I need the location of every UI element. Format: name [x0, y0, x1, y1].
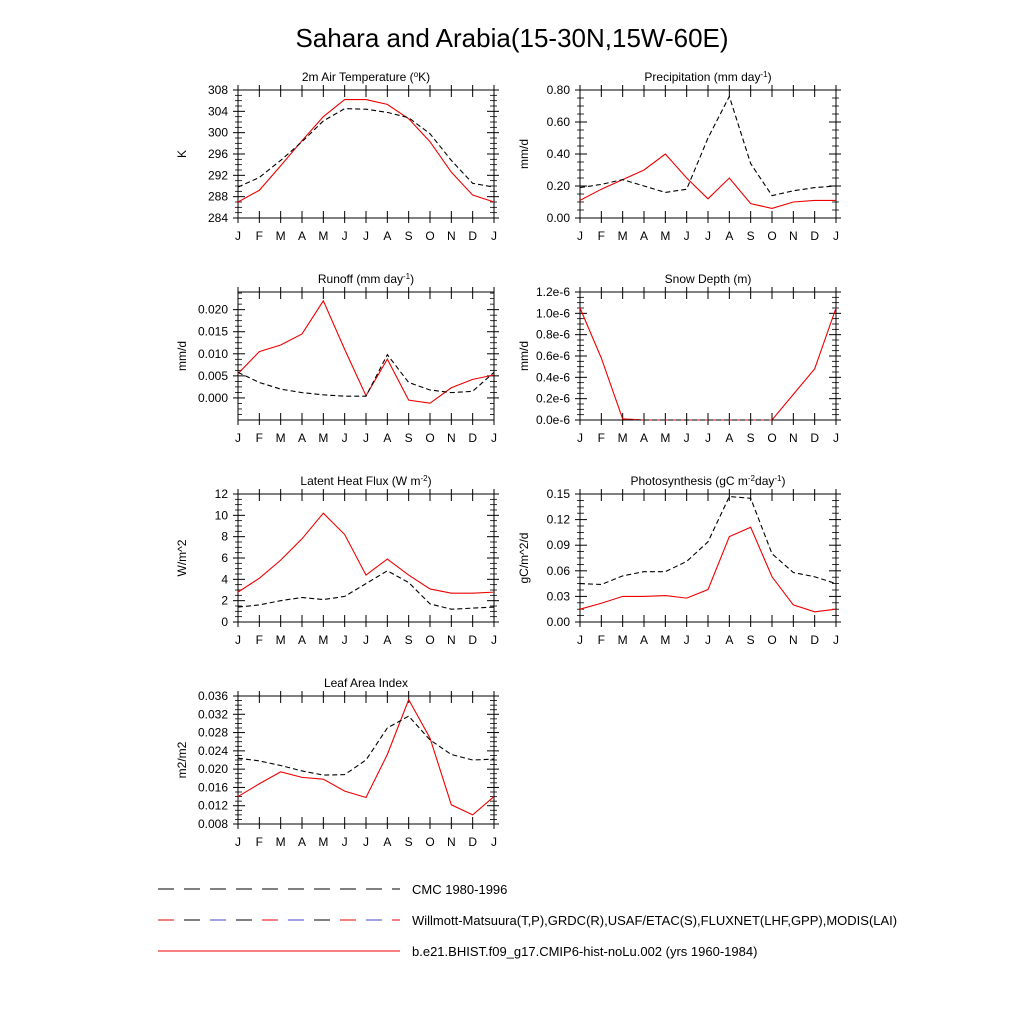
x-tick-label: A — [639, 633, 649, 647]
x-tick-label: M — [275, 229, 286, 243]
y-tick-label: 0.016 — [197, 780, 228, 795]
y-tick-label: 0.012 — [197, 798, 228, 813]
panel-title-superscript: -1 — [403, 271, 411, 281]
y-tick-label: 0.60 — [546, 115, 570, 129]
legend-item-1 — [158, 882, 507, 897]
x-tick-label: J — [235, 835, 241, 849]
y-tick-label: 296 — [207, 147, 228, 161]
panel-title-text: Snow Depth (m) — [664, 272, 752, 286]
series-line-model — [238, 100, 494, 202]
x-tick-label: J — [705, 229, 711, 243]
x-tick-label: D — [468, 431, 478, 445]
y-tick-label: 0.024 — [197, 743, 228, 758]
y-tick-label: 292 — [207, 168, 228, 183]
x-tick-label: F — [597, 431, 606, 445]
legend-label: b.e21.BHIST.f09_g17.CMIP6-hist-noLu.002 (yrs 1960-1984) — [412, 944, 758, 959]
x-tick-label: D — [468, 633, 478, 647]
series-line-obs — [238, 109, 494, 187]
x-tick-label: A — [725, 431, 734, 445]
panel-title-superscript: o — [413, 69, 419, 79]
panel-title-superscript: -1 — [760, 69, 768, 79]
series-line-obs — [580, 96, 836, 195]
y-tick-label: 0.008 — [197, 817, 228, 831]
y-tick-label: 0.40 — [546, 147, 570, 161]
x-tick-label: N — [446, 835, 456, 849]
x-tick-label: A — [383, 229, 392, 243]
y-tick-label: 4 — [221, 572, 228, 587]
legend-item-2 — [158, 913, 897, 928]
series-line-obs — [580, 497, 836, 585]
y-tick-label: 12 — [214, 487, 228, 501]
x-tick-label: M — [318, 633, 329, 647]
x-tick-label: N — [446, 633, 456, 647]
x-tick-label: J — [341, 633, 348, 647]
panel-title-superscript: -2 — [747, 473, 756, 483]
panel-2 — [517, 70, 841, 244]
series-line-obs — [238, 571, 494, 609]
y-axis-label: W/m^2 — [175, 539, 189, 577]
panel-title-text-after-2: ) — [781, 474, 786, 488]
x-tick-label: M — [660, 229, 671, 243]
x-tick-label: J — [577, 431, 583, 445]
y-tick-label: 300 — [207, 125, 228, 140]
x-tick-label: J — [491, 431, 497, 445]
x-tick-label: A — [383, 431, 392, 445]
x-tick-label: M — [318, 431, 329, 445]
panel-title — [300, 474, 431, 489]
panel-title-superscript: -2 — [420, 473, 428, 483]
panel-title-text-after: ) — [767, 70, 772, 84]
panel-title-text-after: ) — [410, 272, 415, 286]
x-tick-label: A — [383, 633, 392, 647]
y-tick-label: 0.00 — [546, 615, 570, 629]
y-tick-label: 0.036 — [197, 689, 228, 703]
x-tick-label: M — [660, 633, 671, 647]
panels — [175, 70, 841, 850]
series-line-obs — [238, 716, 494, 775]
x-tick-label: J — [363, 229, 369, 243]
x-tick-label: D — [810, 431, 820, 445]
legend-label: CMC 1980-1996 — [412, 882, 508, 897]
panel-title-text: 2m Air Temperature ( — [301, 70, 414, 84]
panel-title — [318, 272, 414, 287]
x-tick-label: J — [833, 229, 839, 243]
y-tick-label: 6 — [221, 551, 228, 565]
x-tick-label: J — [705, 431, 711, 445]
panel-1 — [175, 70, 499, 244]
y-tick-label: 308 — [207, 83, 228, 97]
x-tick-label: N — [788, 431, 798, 445]
x-tick-label: J — [705, 633, 711, 647]
x-tick-label: J — [363, 431, 369, 445]
x-tick-label: O — [767, 229, 777, 243]
x-tick-label: A — [725, 633, 734, 647]
y-axis-label: mm/d — [517, 341, 531, 371]
panel-4 — [517, 272, 841, 445]
panel-title-superscript-2: -1 — [774, 473, 782, 483]
x-tick-label: O — [767, 633, 777, 647]
series-line-model — [580, 308, 836, 420]
y-tick-label: 0.028 — [197, 725, 228, 740]
y-tick-label: 0.0e-6 — [535, 413, 570, 427]
y-tick-label: 0.15 — [546, 487, 570, 501]
plot-frame — [238, 494, 494, 622]
y-axis-label: mm/d — [175, 341, 189, 371]
panel-title-text-after: K) — [418, 70, 431, 84]
x-tick-label: O — [425, 229, 435, 243]
y-tick-label: 0.2e-6 — [535, 391, 570, 406]
panel-title-text-after: day — [755, 474, 775, 488]
panel-title — [644, 70, 771, 85]
legend-label: Willmott-Matsuura(T,P),GRDC(R),USAF/ETAC(S),FLUXNET(LHF,GPP),MODIS(LAI) — [412, 913, 898, 928]
x-tick-label: J — [341, 431, 348, 445]
x-tick-label: J — [683, 431, 690, 445]
x-tick-label: J — [341, 835, 348, 849]
x-tick-label: N — [788, 229, 798, 243]
plot-frame — [580, 292, 836, 420]
x-tick-label: S — [746, 229, 755, 243]
x-tick-label: S — [404, 835, 413, 849]
y-tick-label: 0.6e-6 — [535, 349, 570, 363]
x-tick-label: J — [235, 229, 241, 243]
x-tick-label: J — [833, 431, 839, 445]
panel-title — [631, 474, 786, 489]
x-tick-label: J — [683, 633, 690, 647]
y-tick-label: 2 — [221, 593, 228, 608]
y-tick-label: 0.010 — [197, 346, 228, 361]
x-tick-label: F — [255, 431, 264, 445]
x-tick-label: M — [617, 431, 628, 445]
x-tick-label: J — [683, 229, 690, 243]
x-tick-label: D — [468, 835, 478, 849]
x-tick-label: M — [617, 633, 628, 647]
x-tick-label: D — [810, 229, 820, 243]
y-axis-label: m2/m2 — [175, 741, 189, 779]
x-tick-label: F — [597, 229, 606, 243]
y-tick-label: 0.12 — [546, 512, 570, 527]
series-line-model — [580, 154, 836, 208]
x-tick-label: F — [597, 633, 606, 647]
y-axis-label: gC/m^2/d — [517, 532, 531, 584]
series-line-obs — [238, 355, 494, 396]
figure-title: Sahara and Arabia(15-30N,15W-60E) — [295, 23, 729, 53]
x-tick-label: J — [491, 633, 497, 647]
x-tick-label: O — [767, 431, 777, 445]
x-tick-label: S — [746, 633, 755, 647]
y-tick-label: 0.032 — [197, 707, 228, 722]
y-tick-label: 0 — [221, 615, 228, 629]
plot-frame — [580, 494, 836, 622]
y-tick-label: 0.09 — [546, 538, 570, 553]
x-tick-label: A — [383, 835, 392, 849]
y-tick-label: 0.03 — [546, 589, 570, 604]
x-tick-label: S — [404, 431, 413, 445]
y-tick-label: 0.020 — [197, 762, 228, 777]
x-tick-label: A — [297, 229, 307, 243]
panel-7 — [175, 676, 499, 849]
y-axis-label: mm/d — [517, 139, 531, 169]
y-tick-label: 0.4e-6 — [535, 370, 570, 385]
legend-item-3 — [158, 944, 757, 959]
y-tick-label: 0.015 — [197, 324, 228, 339]
panel-title-text: Leaf Area Index — [323, 676, 409, 690]
x-tick-label: A — [639, 431, 649, 445]
panel-title — [324, 676, 408, 690]
panel-title-text: Runoff (mm day — [317, 272, 404, 286]
y-tick-label: 284 — [207, 211, 228, 225]
x-tick-label: S — [404, 229, 413, 243]
x-tick-label: O — [425, 431, 435, 445]
x-tick-label: J — [577, 229, 583, 243]
y-tick-label: 8 — [221, 529, 228, 544]
x-tick-label: J — [491, 835, 497, 849]
y-tick-label: 0.020 — [197, 302, 228, 317]
panel-title — [302, 70, 430, 85]
x-tick-label: J — [833, 633, 839, 647]
series-line-model — [238, 513, 494, 593]
panel-3 — [175, 272, 499, 446]
x-tick-label: A — [297, 633, 307, 647]
y-tick-label: 288 — [207, 189, 228, 204]
y-tick-label: 0.20 — [546, 179, 570, 193]
x-tick-label: J — [363, 835, 369, 849]
x-tick-label: J — [363, 633, 369, 647]
y-tick-label: 0.8e-6 — [535, 327, 570, 342]
x-tick-label: M — [275, 633, 286, 647]
x-tick-label: M — [318, 835, 329, 849]
y-axis-label: K — [175, 149, 189, 159]
x-tick-label: J — [491, 229, 497, 243]
x-tick-label: M — [617, 229, 628, 243]
y-tick-label: 1.2e-6 — [535, 285, 570, 299]
x-tick-label: N — [446, 431, 456, 445]
y-tick-label: 10 — [214, 508, 228, 523]
x-tick-label: F — [255, 633, 264, 647]
panel-title-text-after: ) — [427, 474, 432, 488]
x-tick-label: S — [746, 431, 755, 445]
x-tick-label: A — [297, 835, 307, 849]
panel-6 — [517, 474, 841, 648]
panel-title-text: Photosynthesis (gC m — [630, 474, 748, 488]
series-line-model — [580, 527, 836, 611]
plot-frame — [238, 696, 494, 824]
x-tick-label: J — [235, 431, 241, 445]
x-tick-label: M — [275, 431, 286, 445]
x-tick-label: N — [446, 229, 456, 243]
x-tick-label: M — [660, 431, 671, 445]
y-tick-label: 1.0e-6 — [535, 306, 570, 321]
y-tick-label: 0.80 — [546, 83, 570, 97]
x-tick-label: J — [341, 229, 348, 243]
y-tick-label: 0.06 — [546, 563, 570, 578]
plot-frame — [238, 292, 494, 420]
x-tick-label: A — [639, 229, 649, 243]
panel-title-text: Precipitation (mm day — [644, 70, 761, 84]
y-tick-label: 0.000 — [197, 390, 228, 405]
x-tick-label: D — [468, 229, 478, 243]
x-tick-label: S — [404, 633, 413, 647]
y-tick-label: 0.005 — [197, 368, 228, 383]
x-tick-label: M — [275, 835, 286, 849]
x-tick-label: N — [788, 633, 798, 647]
panel-5 — [175, 474, 499, 648]
panel-title-text: Latent Heat Flux (W m — [300, 474, 421, 488]
x-tick-label: J — [577, 633, 583, 647]
panel-title — [665, 272, 752, 286]
y-tick-label: 0.00 — [546, 211, 570, 225]
x-tick-label: A — [725, 229, 734, 243]
x-tick-label: F — [255, 229, 264, 243]
x-tick-label: F — [255, 835, 264, 849]
series-line-model — [238, 700, 494, 815]
x-tick-label: A — [297, 431, 307, 445]
legend — [158, 882, 897, 959]
x-tick-label: O — [425, 835, 435, 849]
x-tick-label: D — [810, 633, 820, 647]
y-tick-label: 304 — [207, 104, 228, 119]
x-tick-label: M — [318, 229, 329, 243]
x-tick-label: O — [425, 633, 435, 647]
x-tick-label: J — [235, 633, 241, 647]
